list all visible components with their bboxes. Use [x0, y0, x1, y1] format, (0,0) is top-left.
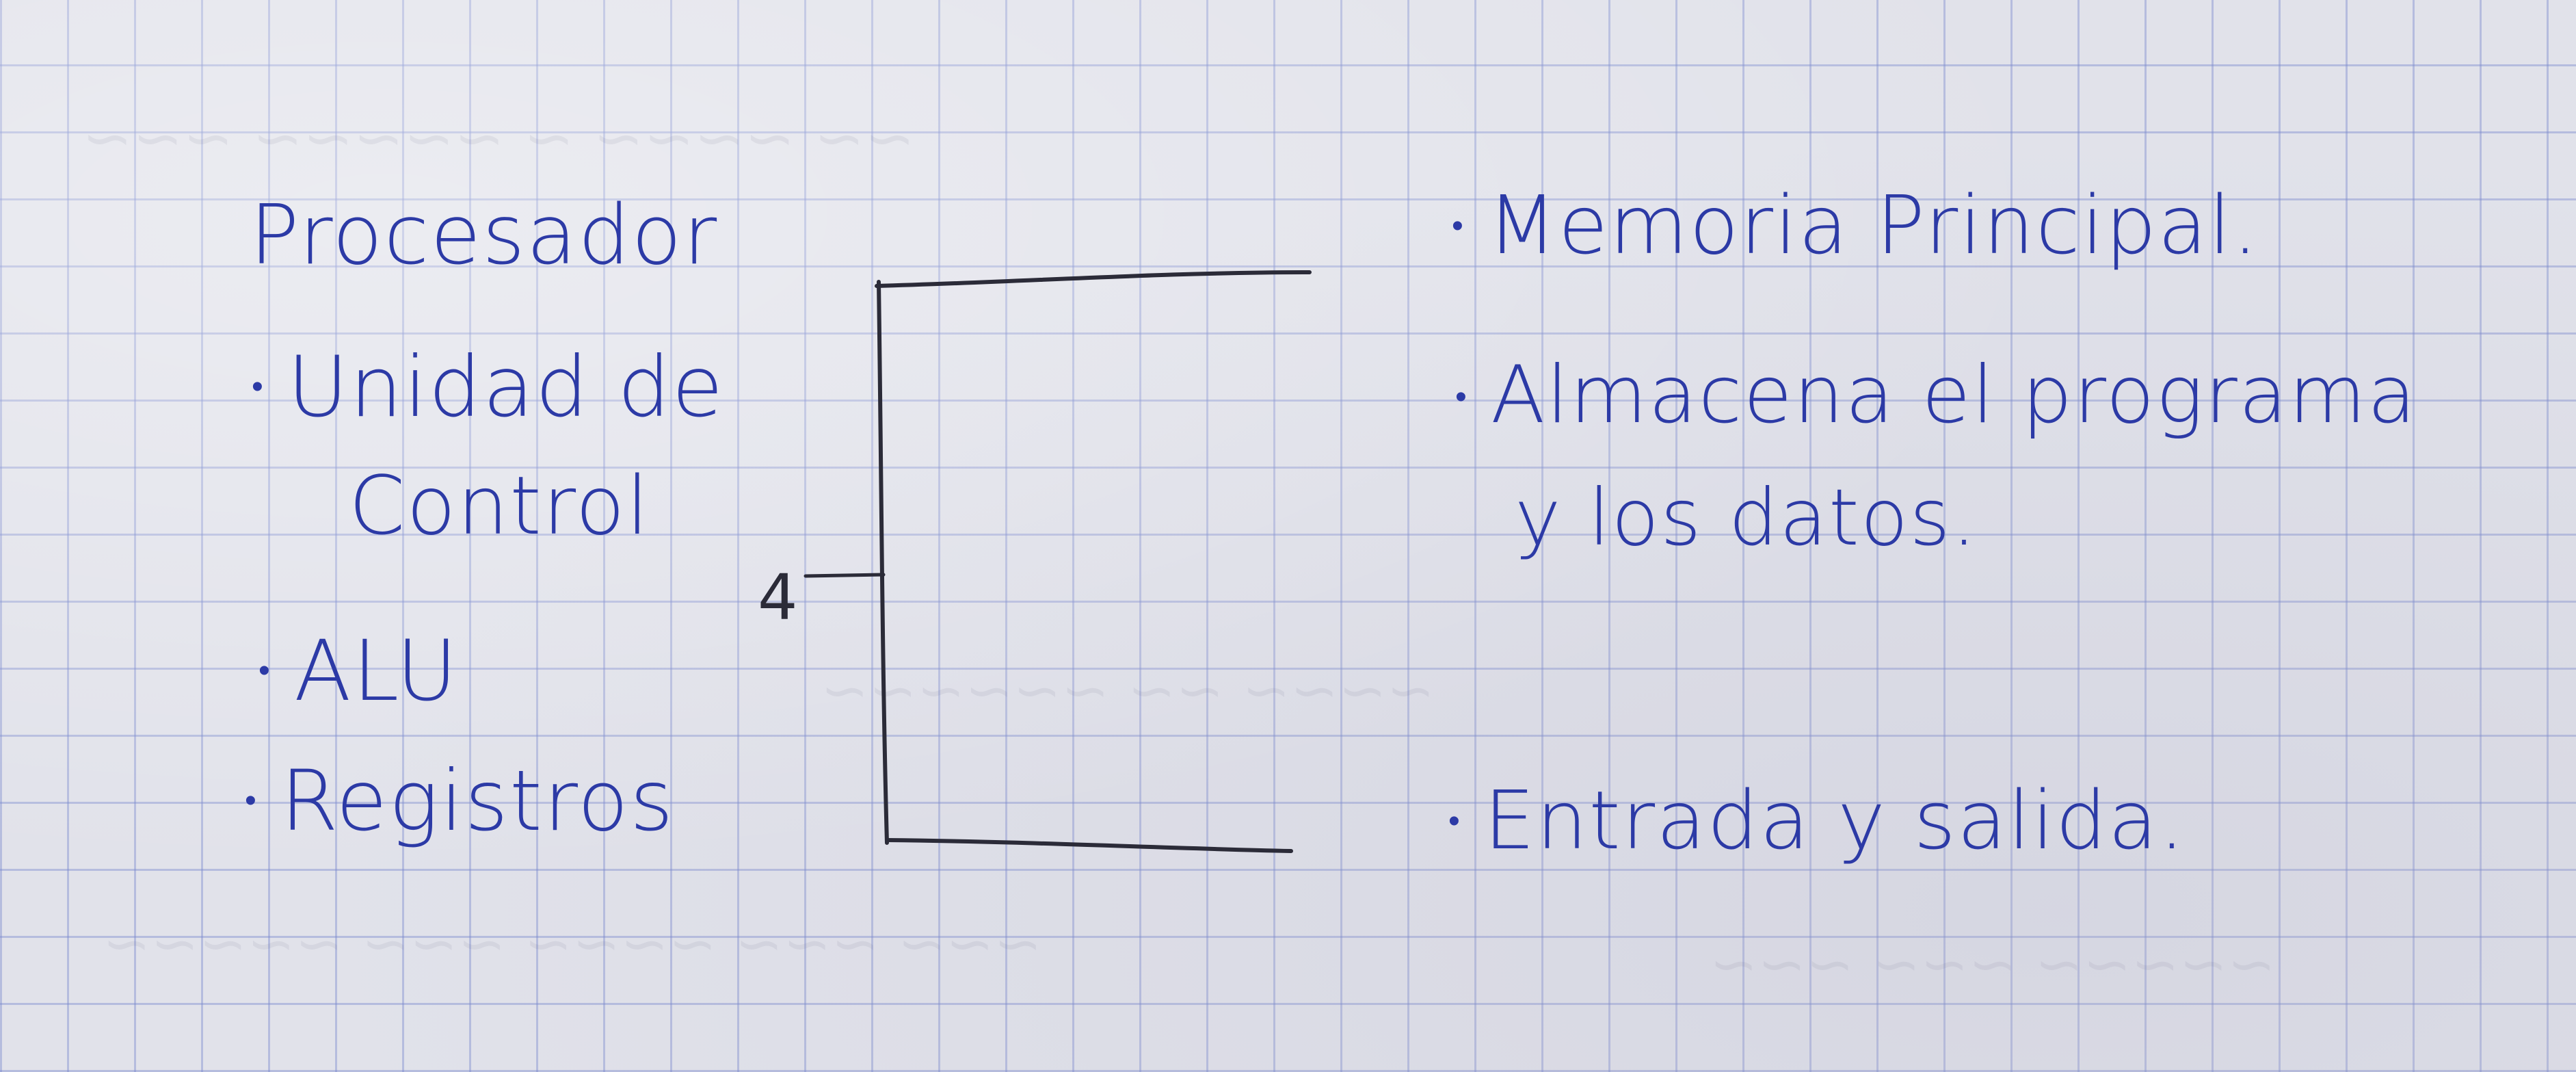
processor-heading: Procesador — [250, 188, 719, 283]
bleed-through-scribble: ~~ ~~~~ ~ ~~~~~ ~~~ — [82, 103, 915, 173]
control-unit-label-continued: Control — [349, 458, 650, 553]
bracket-connector-tick — [806, 575, 884, 576]
bracket-vertical-stem — [879, 282, 887, 843]
bleed-through-scribble: ~~~~~ ~~~ ~~~ — [1710, 930, 2276, 997]
stores-program-label: • Almacena el programa — [1491, 356, 2417, 435]
bracket-top-arm — [877, 272, 1310, 286]
input-output-label: • Entrada y salida. — [1484, 780, 2186, 861]
bracket-bottom-arm — [887, 840, 1291, 851]
stores-data-label: y los datos. — [1515, 472, 1978, 563]
connector-number: 4 — [758, 561, 798, 634]
bleed-through-scribble: ~~~ ~~~ ~~~~ ~~~ ~~~~~ — [103, 910, 1042, 977]
control-unit-label: • Unidad de — [287, 345, 724, 429]
alu-label: • ALU — [294, 629, 459, 713]
registers-label: • Registros — [280, 759, 675, 843]
bleed-through-scribble: ~~~~ ~~ ~~~~~~ — [821, 657, 1435, 724]
main-memory-label: • Memoria Principal. — [1487, 185, 2259, 265]
